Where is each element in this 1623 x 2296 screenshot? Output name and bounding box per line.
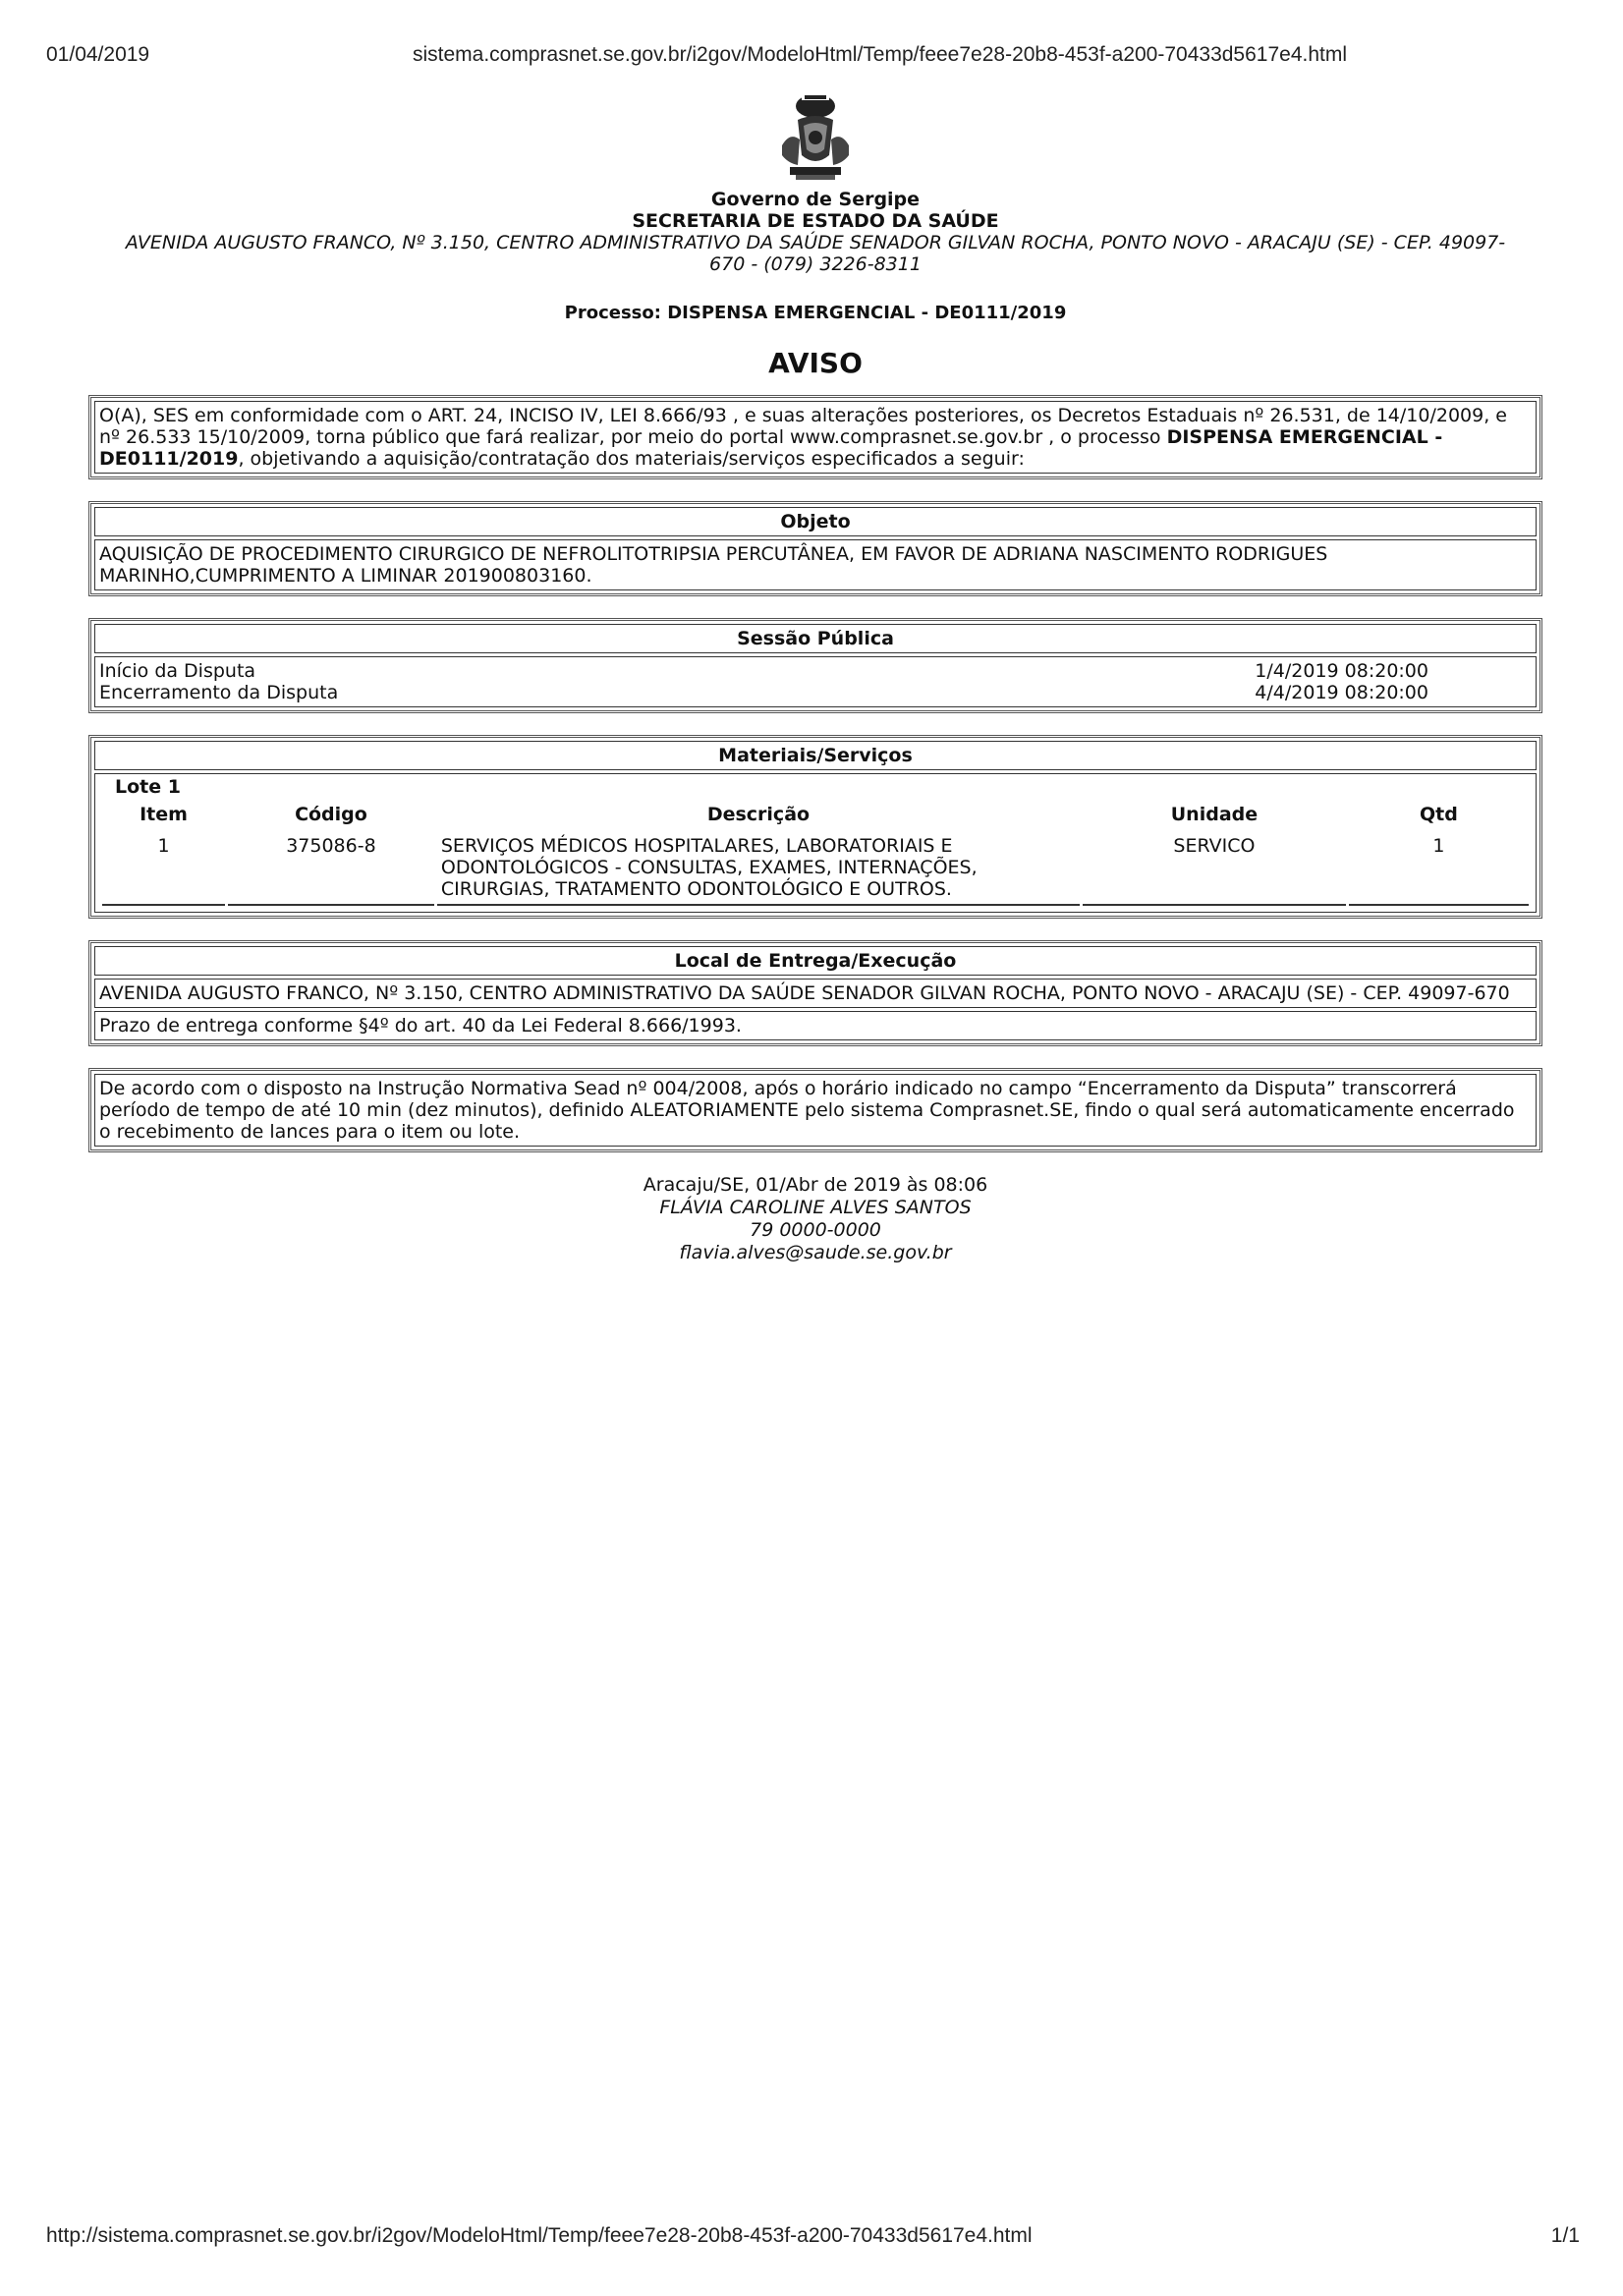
table-row bbox=[102, 835, 1529, 906]
government-name: Governo de Sergipe bbox=[710, 189, 921, 210]
sessao-row-encerramento bbox=[99, 682, 1532, 703]
signature-place-date: Aracaju/SE, 01/Abr de 2019 às 08:06 bbox=[643, 1174, 988, 1196]
cell-item: 1 bbox=[102, 835, 225, 906]
intro-box bbox=[88, 395, 1542, 479]
cell-descricao: SERVIÇOS MÉDICOS HOSPITALARES, LABORATORIAIS E ODONTOLÓGICOS - CONSULTAS, EXAMES, INTERNAÇÕES, CIRURGIAS, TRATAMENTO ODONTOLÓGICO E OUTROS. bbox=[437, 835, 1080, 906]
local-address: AVENIDA AUGUSTO FRANCO, Nº 3.150, CENTRO ADMINISTRATIVO DA SAÚDE SENADOR GILVAN ROCHA, PONTO NOVO - ARACAJU (SE) - CEP. 49097-670 bbox=[94, 979, 1537, 1008]
objeto-title: Objeto bbox=[94, 507, 1537, 536]
sessao-label: Início da Disputa bbox=[99, 660, 256, 682]
prazo-text: Prazo de entrega conforme §4º do art. 40 da Lei Federal 8.666/1993. bbox=[94, 1011, 1537, 1040]
local-section bbox=[88, 940, 1542, 1046]
table-header-row bbox=[102, 800, 1529, 835]
col-header-item: Item bbox=[140, 804, 188, 825]
objeto-text: AQUISIÇÃO DE PROCEDIMENTO CIRURGICO DE NEFROLITOTRIPSIA PERCUTÂNEA, EM FAVOR DE ADRIANA NASCIMENTO RODRIGUES MARINHO,CUMPRIMENTO A LIMINAR 201900803160. bbox=[94, 539, 1537, 590]
intro-processo-bold: DISPENSA EMERGENCIAL - DE0111/2019 bbox=[99, 426, 1443, 470]
sessao-table bbox=[94, 656, 1537, 707]
signature-block bbox=[88, 1174, 1542, 1264]
col-header-qtd: Qtd bbox=[1420, 804, 1458, 825]
nota-text: De acordo com o disposto na Instrução Normativa Sead nº 004/2008, após o horário indicado no campo “Encerramento da Disputa” transcorrerá período de tempo de até 10 min (dez minutos), definido ALEATORIAMENTE pelo sistema Comprasnet.SE, findo o qual será automaticamente encerrado o recebimento de lances para o item ou lote. bbox=[94, 1074, 1537, 1147]
cell-unidade: SERVICO bbox=[1083, 835, 1346, 906]
col-header-codigo: Código bbox=[295, 804, 367, 825]
sessao-label: Encerramento da Disputa bbox=[99, 682, 339, 703]
footer-url: http://sistema.comprasnet.se.gov.br/i2gov/ModeloHtml/Temp/feee7e28-20b8-453f-a200-70433d5617e4.html bbox=[46, 2224, 1033, 2247]
local-title: Local de Entrega/Execução bbox=[94, 946, 1537, 976]
page-number: 1/1 bbox=[1550, 2224, 1580, 2247]
print-date: 01/04/2019 bbox=[46, 43, 150, 66]
materiais-table bbox=[99, 800, 1532, 906]
header-address-line-2: 670 - (079) 3226-8311 bbox=[709, 253, 922, 275]
sergipe-coat-of-arms-icon bbox=[772, 86, 859, 183]
col-header-descricao: Descrição bbox=[706, 804, 811, 825]
signature-phone: 79 0000-0000 bbox=[750, 1219, 881, 1241]
intro-text bbox=[94, 401, 1537, 474]
lote-label: Lote 1 bbox=[115, 776, 181, 798]
nota-box bbox=[88, 1068, 1542, 1152]
secretaria-name: SECRETARIA DE ESTADO DA SAÚDE bbox=[632, 210, 999, 232]
page-title: AVISO bbox=[768, 347, 863, 379]
sessao-section bbox=[88, 618, 1542, 713]
document-body bbox=[88, 86, 1542, 1264]
sessao-title: Sessão Pública bbox=[94, 624, 1537, 653]
print-url: sistema.comprasnet.se.gov.br/i2gov/ModeloHtml/Temp/feee7e28-20b8-453f-a200-70433d5617e4.html bbox=[413, 43, 1348, 66]
col-header-unidade: Unidade bbox=[1170, 804, 1259, 825]
letterhead bbox=[88, 189, 1542, 275]
materiais-table-wrapper bbox=[94, 773, 1537, 913]
materiais-title: Materiais/Serviços bbox=[94, 741, 1537, 770]
materiais-section bbox=[88, 735, 1542, 919]
cell-codigo: 375086-8 bbox=[228, 835, 434, 906]
intro-part-1: O(A), SES em conformidade com o ART. 24, INCISO IV, LEI 8.666/93 , e suas alterações posteriores, os Decretos Estaduais nº 26.531, de 14/10/2009, e nº 26.533 15/10/2009, torna público que fará realizar, por meio do portal www.comprasnet.se.gov.br , o processo bbox=[99, 405, 1507, 448]
signature-email: flavia.alves@saude.se.gov.br bbox=[679, 1242, 952, 1263]
sessao-row-inicio bbox=[99, 660, 1532, 682]
header-address-line-1: AVENIDA AUGUSTO FRANCO, Nº 3.150, CENTRO ADMINISTRATIVO DA SAÚDE SENADOR GILVAN ROCHA, PONTO NOVO - ARACAJU (SE) - CEP. 49097- bbox=[125, 232, 1506, 253]
signature-name: FLÁVIA CAROLINE ALVES SANTOS bbox=[659, 1197, 972, 1218]
cell-qtd: 1 bbox=[1349, 835, 1529, 906]
intro-part-2: , objetivando a aquisição/contratação dos materiais/serviços especificados a seguir: bbox=[238, 448, 1025, 470]
sessao-value: 4/4/2019 08:20:00 bbox=[1255, 682, 1428, 703]
processo-title: Processo: DISPENSA EMERGENCIAL - DE0111/2019 bbox=[564, 303, 1067, 323]
objeto-section bbox=[88, 501, 1542, 596]
sessao-value: 1/4/2019 08:20:00 bbox=[1255, 660, 1428, 682]
